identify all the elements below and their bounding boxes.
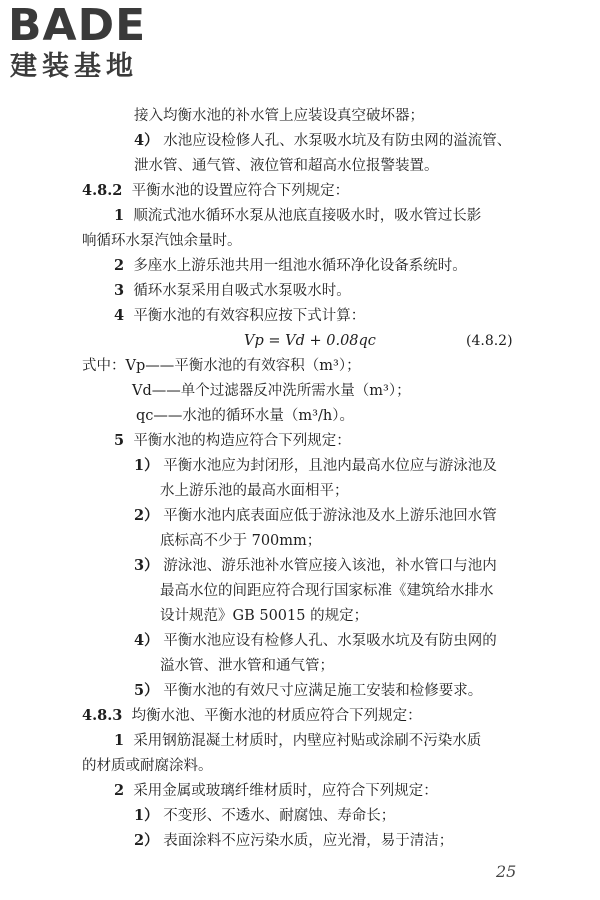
list-item: 5 平衡水池的构造应符合下列规定： — [114, 432, 351, 449]
equation: Vp = Vd + 0.08qc — [244, 333, 376, 349]
clause-heading: 4.8.2 平衡水池的设置应符合下列规定： — [82, 182, 350, 199]
list-item: 4） 平衡水池应设有检修人孔、水泵吸水坑及有防虫网的 — [134, 632, 497, 649]
text-line: 接入均衡水池的补水管上应装设真空破坏器； — [134, 108, 424, 124]
list-item: 4） 水池应设检修人孔、水泵吸水坑及有防虫网的溢流管、 — [134, 132, 512, 149]
list-item: 3） 游泳池、游乐池补水管应接入该池，补水管口与池内 — [134, 557, 497, 574]
text-line: 底标高不少于 700mm； — [160, 533, 322, 549]
definition-line: qc——水池的循环水量（m³/h）。 — [136, 408, 354, 424]
text-line: 泄水管、通气管、液位管和超高水位报警装置。 — [134, 158, 439, 174]
text-line: 响循环水泵汽蚀余量时。 — [82, 233, 242, 249]
page-number: 25 — [496, 862, 517, 881]
logo-wordmark: BADE — [8, 0, 147, 51]
list-item: 4 平衡水池的有效容积应按下式计算： — [114, 307, 366, 324]
text-line: 最高水位的间距应符合现行国家标准《建筑给水排水 — [160, 583, 494, 599]
text-line: 的材质或耐腐涂料。 — [82, 758, 213, 774]
logo-tagline: 建装基地 — [10, 51, 138, 82]
text-line: 溢水管、泄水管和通气管； — [160, 658, 334, 674]
list-item: 3 循环水泵采用自吸式水泵吸水时。 — [114, 282, 351, 299]
bade-logo — [8, 0, 178, 86]
definition-line: 式中：Vp——平衡水池的有效容积（m³）； — [82, 358, 361, 374]
list-item: 1） 不变形、不透水、耐腐蚀、寿命长； — [134, 807, 396, 824]
list-item: 2 采用金属或玻璃纤维材质时，应符合下列规定： — [114, 782, 438, 799]
clause-heading: 4.8.3 均衡水池、平衡水池的材质应符合下列规定： — [82, 707, 422, 724]
list-item: 1） 平衡水池应为封闭形，且池内最高水位应与游泳池及 — [134, 457, 497, 474]
text-line: 水上游乐池的最高水面相平； — [160, 483, 349, 499]
list-item: 2） 平衡水池内底表面应低于游泳池及水上游乐池回水管 — [134, 507, 497, 524]
list-item: 1 顺流式池水循环水泵从池底直接吸水时，吸水管过长影 — [114, 207, 482, 224]
list-item: 1 采用钢筋混凝土材质时，内壁应衬贴或涂刷不污染水质 — [114, 732, 482, 749]
list-item: 2） 表面涂料不应污染水质，应光滑，易于清洁； — [134, 832, 454, 849]
equation-number: (4.8.2) — [466, 333, 513, 349]
list-item: 5） 平衡水池的有效尺寸应满足施工安装和检修要求。 — [134, 682, 483, 699]
definition-line: Vd——单个过滤器反冲洗所需水量（m³）； — [132, 383, 411, 399]
text-line: 设计规范》GB 50015 的规定； — [160, 608, 369, 624]
list-item: 2 多座水上游乐池共用一组池水循环净化设备系统时。 — [114, 257, 467, 274]
